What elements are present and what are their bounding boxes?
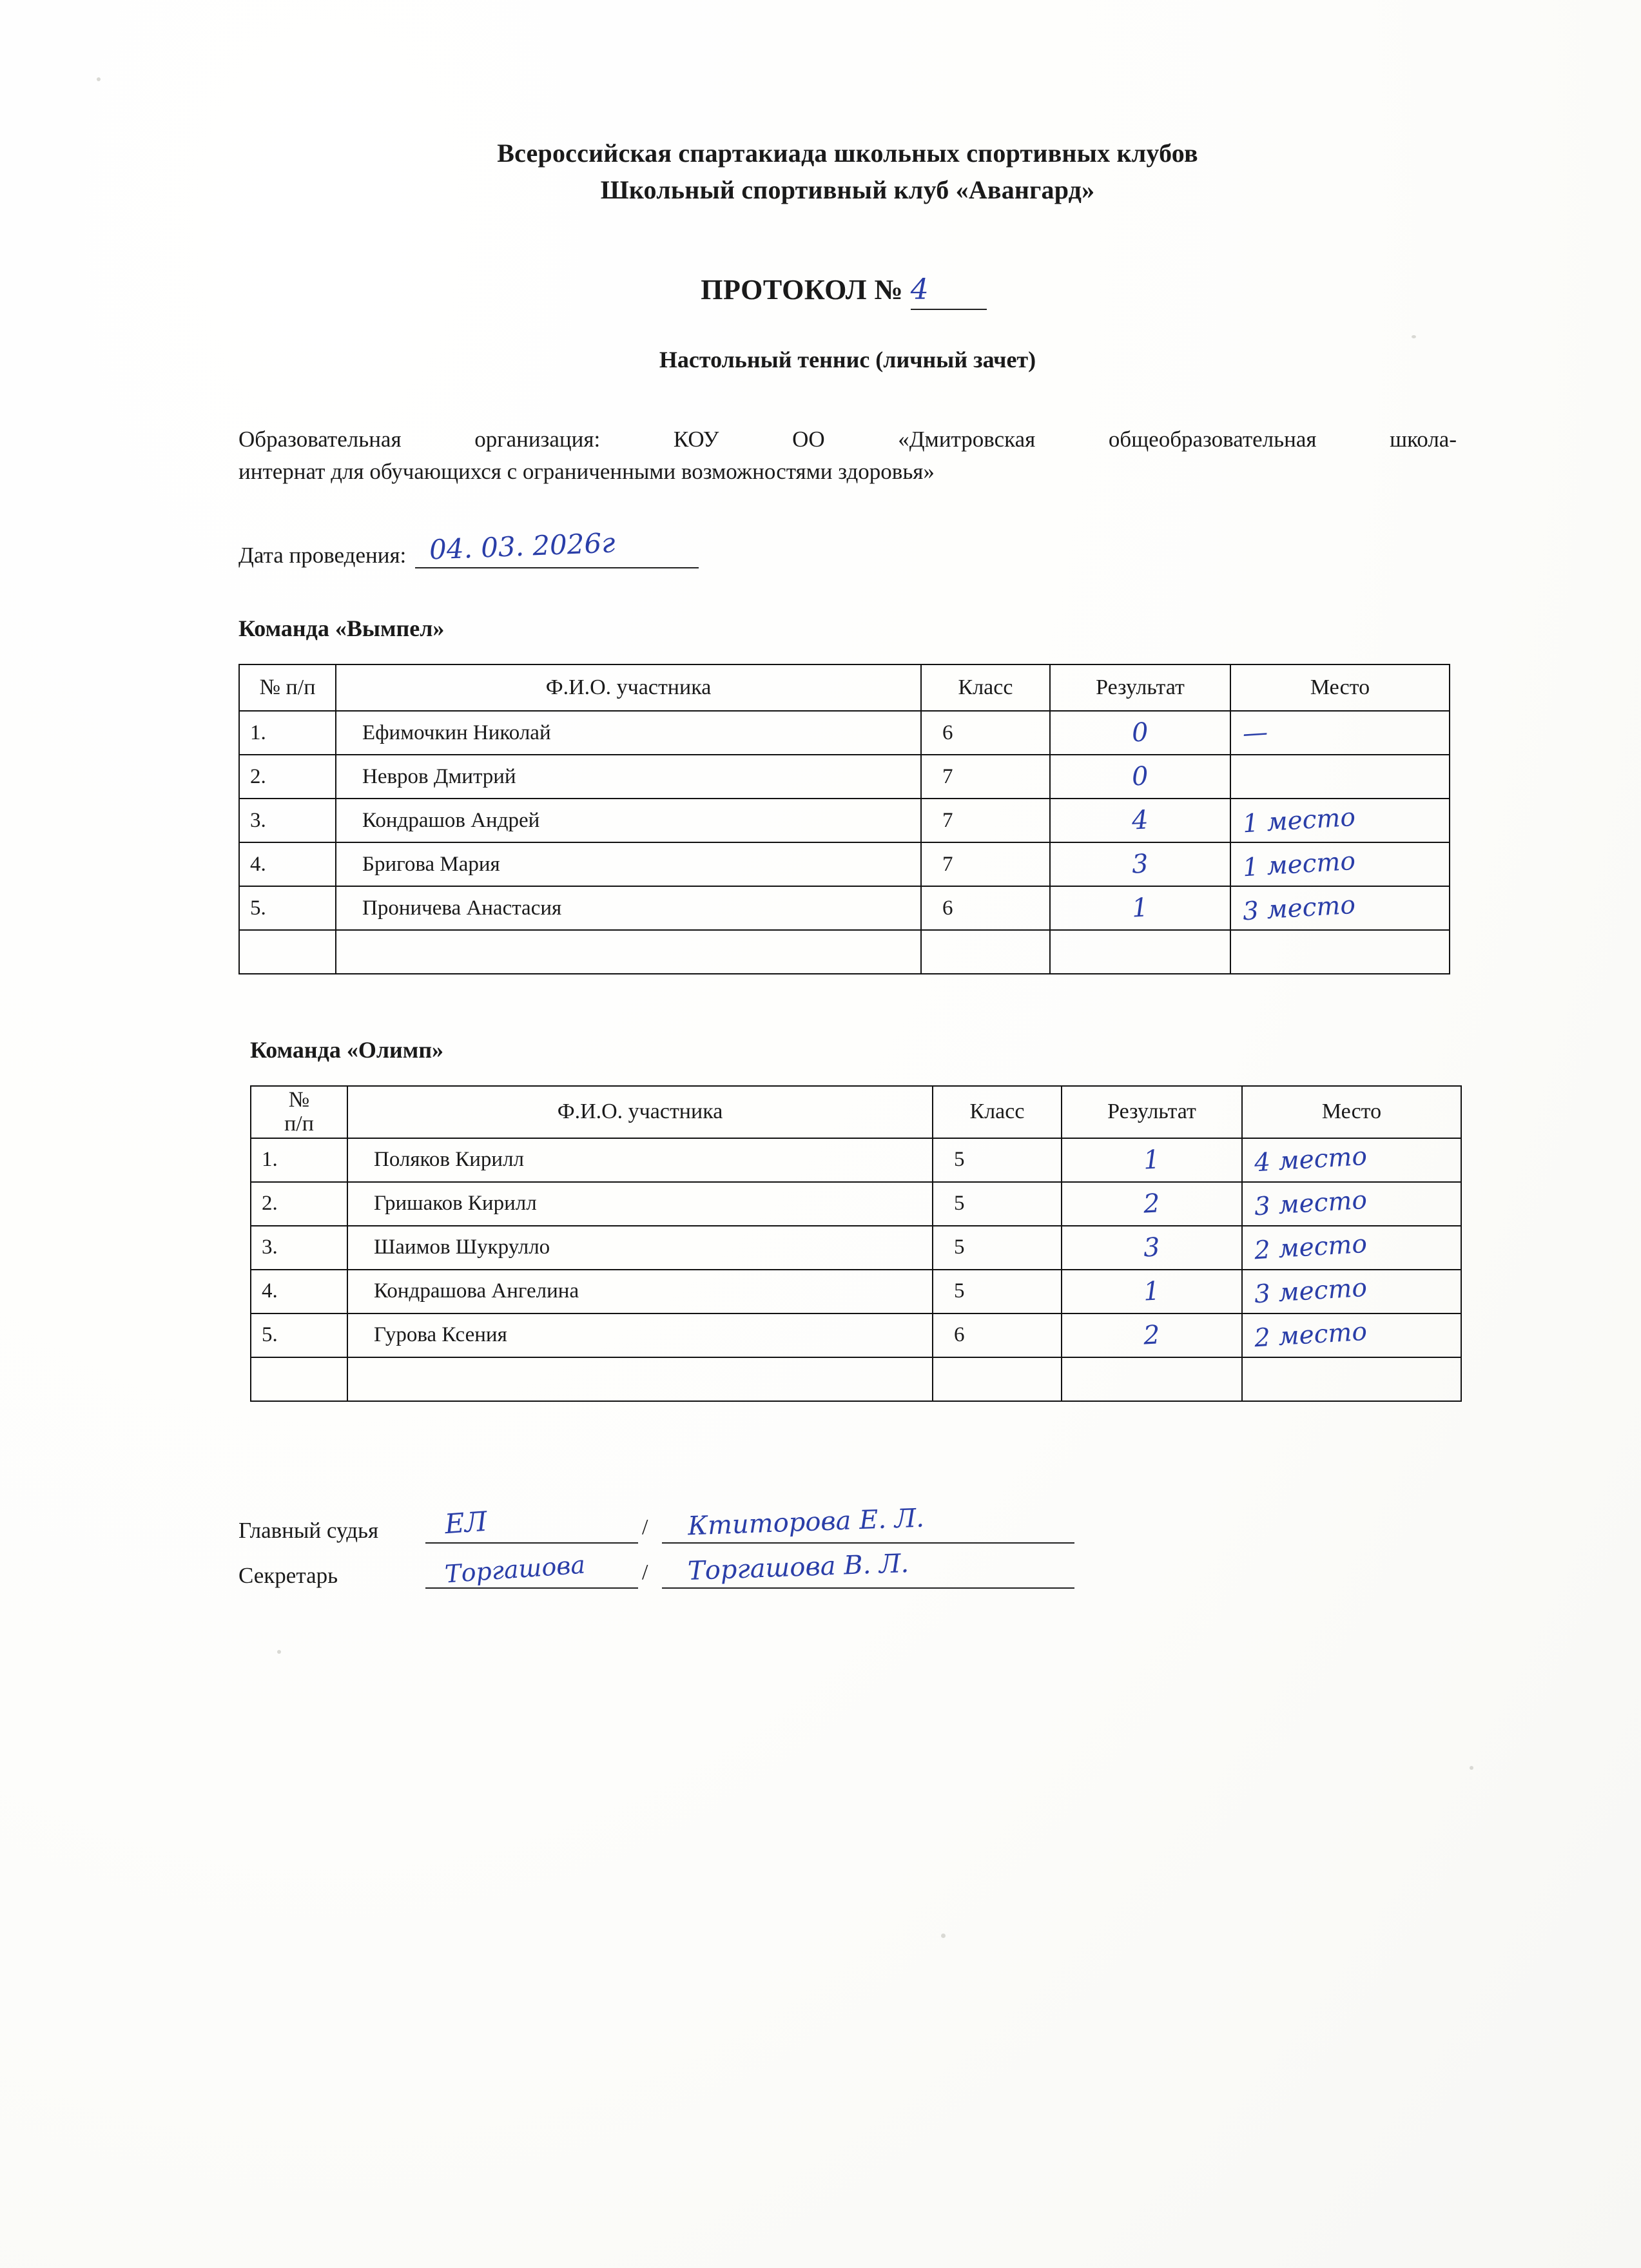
table-row xyxy=(239,842,1450,886)
cell-index: 4. xyxy=(239,842,336,886)
signature-separator: / xyxy=(642,1515,648,1539)
table-row xyxy=(239,886,1450,930)
cell-result xyxy=(1062,1357,1242,1401)
column-header-klass: Класс xyxy=(933,1086,1062,1138)
cell-klass: 5 xyxy=(933,1226,1062,1270)
cell-place: — xyxy=(1230,711,1450,755)
signature-block xyxy=(238,1498,1457,1589)
team-1-title: Команда «Вымпел» xyxy=(238,615,445,642)
judge-signature-handwritten: ЕЛ xyxy=(443,1505,489,1540)
cell-result: 1 xyxy=(1062,1270,1242,1313)
cell-result: 3 xyxy=(1062,1226,1242,1270)
document-subtitle: Настольный теннис (личный зачет) xyxy=(659,346,1036,373)
secretary-signature-handwritten: Торгашова xyxy=(443,1550,587,1589)
team-2-title: Команда «Олимп» xyxy=(250,1037,444,1063)
cell-fio: Невров Дмитрий xyxy=(336,755,921,799)
cell-klass: 6 xyxy=(921,886,1050,930)
organization-line-2: интернат для обучающихся с ограниченными возможностями здоровья» xyxy=(238,459,935,485)
cell-place: 4 место xyxy=(1242,1138,1461,1182)
cell-klass: 6 xyxy=(933,1313,1062,1357)
cell-place: 1 место xyxy=(1230,799,1450,842)
table-row xyxy=(239,755,1450,799)
cell-fio: Гурова Ксения xyxy=(347,1313,933,1357)
document-header xyxy=(238,135,1457,209)
judge-name-handwritten: Ктиторова Е. Л. xyxy=(687,1503,926,1542)
cell-index: 2. xyxy=(239,755,336,799)
organization-value-1: КОУ ОО «Дмитровская общеобразовательная школа- xyxy=(673,426,1457,452)
cell-place: 2 место xyxy=(1242,1226,1461,1270)
protocol-label: ПРОТОКОЛ № xyxy=(701,273,904,305)
cell-fio: Ефимочкин Николай xyxy=(336,711,921,755)
protocol-number-field xyxy=(911,273,995,306)
protocol-number-handwritten: 4 xyxy=(910,273,929,306)
column-header-index: № п/п xyxy=(239,664,336,711)
table-row-empty xyxy=(239,930,1450,974)
column-header-place: Место xyxy=(1230,664,1450,711)
cell-fio xyxy=(336,930,921,974)
secretary-signature-field xyxy=(425,1550,638,1589)
cell-place xyxy=(1242,1357,1461,1401)
cell-fio: Гришаков Кирилл xyxy=(347,1182,933,1226)
secretary-name-handwritten: Торгашова В. Л. xyxy=(687,1548,910,1586)
cell-klass: 5 xyxy=(933,1138,1062,1182)
cell-index: 3. xyxy=(239,799,336,842)
cell-result: 1 xyxy=(1050,886,1230,930)
column-header-result: Результат xyxy=(1062,1086,1242,1138)
organization-block xyxy=(238,423,1457,489)
cell-result: 0 xyxy=(1050,755,1230,799)
cell-result: 0 xyxy=(1050,711,1230,755)
protocol-number-underline xyxy=(911,309,987,310)
cell-klass xyxy=(933,1357,1062,1401)
table-row xyxy=(251,1270,1461,1313)
judge-signature-field xyxy=(425,1507,638,1544)
cell-index: 3. xyxy=(251,1226,347,1270)
cell-fio: Проничева Анастасия xyxy=(336,886,921,930)
column-header-klass: Класс xyxy=(921,664,1050,711)
secretary-label: Секретарь xyxy=(238,1562,338,1588)
cell-index xyxy=(251,1357,347,1401)
judge-signature-row xyxy=(238,1498,1457,1544)
table-row xyxy=(251,1182,1461,1226)
cell-fio: Бригова Мария xyxy=(336,842,921,886)
cell-index: 5. xyxy=(251,1313,347,1357)
table-row xyxy=(239,711,1450,755)
cell-result xyxy=(1050,930,1230,974)
cell-klass: 7 xyxy=(921,842,1050,886)
cell-fio xyxy=(347,1357,933,1401)
column-header-fio: Ф.И.О. участника xyxy=(347,1086,933,1138)
secretary-name-field xyxy=(662,1548,1074,1589)
organization-label: Образовательная организация: xyxy=(238,426,601,452)
table-header-row xyxy=(239,664,1450,711)
column-header-result: Результат xyxy=(1050,664,1230,711)
cell-fio: Поляков Кирилл xyxy=(347,1138,933,1182)
cell-klass: 7 xyxy=(921,799,1050,842)
cell-klass xyxy=(921,930,1050,974)
date-handwritten: 04. 03. 2026г xyxy=(429,527,616,566)
table-row-empty xyxy=(251,1357,1461,1401)
table-row xyxy=(251,1313,1461,1357)
secretary-signature-row xyxy=(238,1544,1457,1589)
document-content xyxy=(238,135,1457,1589)
cell-place: 1 место xyxy=(1230,842,1450,886)
table-header-row xyxy=(251,1086,1461,1138)
cell-index: 1. xyxy=(239,711,336,755)
date-label: Дата проведения: xyxy=(238,543,407,568)
cell-result: 2 xyxy=(1062,1182,1242,1226)
cell-result: 1 xyxy=(1062,1138,1242,1182)
cell-index: 4. xyxy=(251,1270,347,1313)
protocol-title xyxy=(238,273,1457,306)
judge-label: Главный судья xyxy=(238,1517,379,1543)
header-line-2: Школьный спортивный клуб «Авангард» xyxy=(600,175,1095,204)
table-row xyxy=(251,1138,1461,1182)
cell-klass: 5 xyxy=(933,1182,1062,1226)
cell-place: 2 место xyxy=(1242,1313,1461,1357)
cell-result: 2 xyxy=(1062,1313,1242,1357)
team-1-table xyxy=(238,664,1450,974)
cell-fio: Шаимов Шукрулло xyxy=(347,1226,933,1270)
table-row xyxy=(239,799,1450,842)
header-line-1: Всероссийская спартакиада школьных спортивных клубов xyxy=(497,139,1198,168)
cell-fio: Кондрашов Андрей xyxy=(336,799,921,842)
cell-klass: 5 xyxy=(933,1270,1062,1313)
table-row xyxy=(251,1226,1461,1270)
judge-name-field xyxy=(662,1503,1074,1544)
date-field xyxy=(415,527,699,568)
cell-result: 3 xyxy=(1050,842,1230,886)
column-header-fio: Ф.И.О. участника xyxy=(336,664,921,711)
cell-place: 3 место xyxy=(1230,886,1450,930)
column-header-place: Место xyxy=(1242,1086,1461,1138)
cell-index: 1. xyxy=(251,1138,347,1182)
signature-separator: / xyxy=(642,1560,648,1584)
organization-line-1 xyxy=(238,423,1457,456)
cell-klass: 7 xyxy=(921,755,1050,799)
cell-klass: 6 xyxy=(921,711,1050,755)
cell-fio: Кондрашова Ангелина xyxy=(347,1270,933,1313)
team-2-table xyxy=(250,1085,1462,1402)
cell-index: 2. xyxy=(251,1182,347,1226)
cell-place xyxy=(1230,755,1450,799)
cell-place: 3 место xyxy=(1242,1182,1461,1226)
cell-result: 4 xyxy=(1050,799,1230,842)
cell-index xyxy=(239,930,336,974)
column-header-index: № п/п xyxy=(251,1086,347,1138)
cell-index: 5. xyxy=(239,886,336,930)
cell-place: 3 место xyxy=(1242,1270,1461,1313)
cell-place xyxy=(1230,930,1450,974)
date-row xyxy=(238,527,1457,568)
